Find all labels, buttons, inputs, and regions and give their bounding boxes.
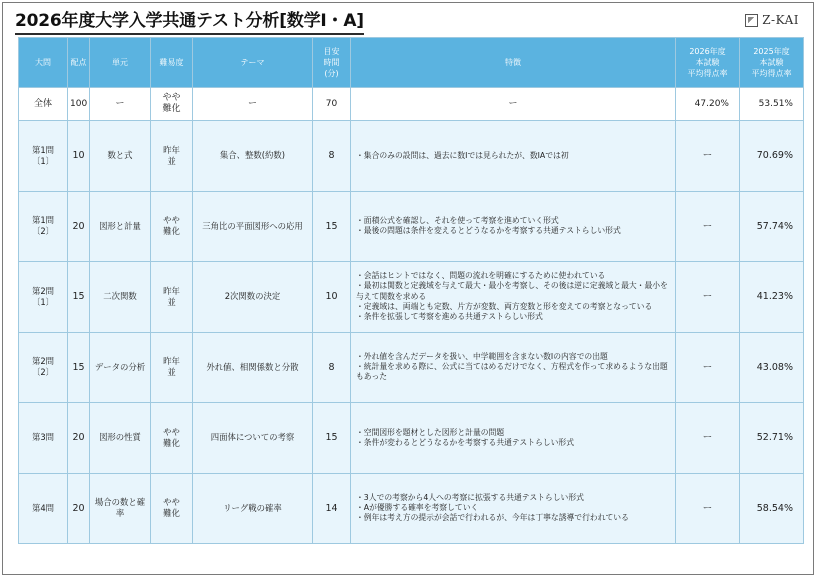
cell-nanido-line: 難化 [162, 104, 181, 114]
feature-line: ・最初は関数と定義域を与えて最大・最小を考察し、その後は逆に定義域と最大・最小を与えて関数を求める [356, 281, 668, 301]
cell-daimon [19, 332, 68, 403]
cell-nanido [151, 473, 193, 544]
cell-haiten: 10 [68, 121, 90, 192]
cell-daimon-line: 第1問 [31, 215, 55, 226]
cell-nanido [151, 121, 193, 192]
table-row [19, 262, 804, 333]
cell-theme: 集合、整数(約数) [193, 121, 313, 192]
header-avg2025-line: 本試験 [759, 58, 784, 67]
cell-daimon-line: 〔2〕 [31, 226, 55, 237]
cell-tangen: データの分析 [90, 332, 151, 403]
cell-daimon-line: 第2問 [31, 356, 55, 367]
cell-daimon-line: 第3問 [31, 432, 55, 443]
feature-line: ・空間図形を題材とした図形と計量の問題 [356, 427, 505, 437]
cell-avg2026: ー [676, 191, 740, 262]
cell-daimon-line: 第1問 [31, 144, 55, 155]
cell-theme: ー [193, 88, 313, 121]
header-tangen: 単元 [90, 38, 151, 88]
cell-daimon-line: 第2問 [31, 285, 55, 296]
cell-nanido-line: 並 [167, 367, 176, 378]
brand-name: Z-KAI [762, 13, 799, 27]
cell-tokucho [351, 332, 676, 403]
header-jikan-line: (分) [324, 69, 339, 78]
cell-tokucho: ー [351, 88, 676, 121]
z-kai-logo-icon [745, 14, 758, 27]
cell-nanido [151, 332, 193, 403]
table-row [19, 403, 804, 474]
cell-daimon-line: 第4問 [31, 502, 55, 513]
cell-theme: 三角比の平面図形への応用 [193, 191, 313, 262]
table-row-total [19, 88, 804, 121]
cell-avg2025: 70.69% [740, 121, 804, 192]
cell-nanido-line: やや [163, 215, 180, 226]
cell-haiten: 100 [68, 88, 90, 121]
cell-avg2026: ー [676, 121, 740, 192]
cell-avg2026: ー [676, 262, 740, 333]
cell-avg2026: ー [676, 332, 740, 403]
cell-tokucho [351, 121, 676, 192]
header-jikan-line: 目安 [323, 47, 340, 56]
header-avg2025-line: 2025年度 [753, 47, 790, 56]
header-haiten: 配点 [68, 38, 90, 88]
header-jikan [313, 38, 351, 88]
cell-nanido-line: 昨年 [163, 144, 180, 155]
header-jikan-line: 時間 [323, 58, 340, 67]
cell-avg2025: 58.54% [740, 473, 804, 544]
cell-daimon [19, 121, 68, 192]
header-avg2026-line: 2026年度 [689, 47, 726, 56]
cell-haiten: 15 [68, 262, 90, 333]
cell-theme: リーグ戦の確率 [193, 473, 313, 544]
header-daimon: 大問 [19, 38, 68, 88]
analysis-table [18, 37, 804, 544]
cell-jikan: 15 [313, 403, 351, 474]
table-row [19, 191, 804, 262]
cell-haiten: 15 [68, 332, 90, 403]
brand-logo [745, 13, 799, 27]
cell-nanido [151, 191, 193, 262]
cell-haiten: 20 [68, 473, 90, 544]
feature-line: ・例年は考え方の提示が会話で行われるが、今年は丁寧な誘導で行われている [356, 513, 629, 523]
header-avg2026-line: 本試験 [695, 58, 720, 67]
cell-daimon-line: 〔1〕 [31, 296, 55, 307]
cell-daimon [19, 191, 68, 262]
cell-daimon: 全体 [19, 88, 68, 121]
cell-nanido-line: 並 [167, 155, 176, 166]
cell-nanido-line: やや [163, 497, 180, 508]
cell-jikan: 70 [313, 88, 351, 121]
cell-tangen: 図形の性質 [90, 403, 151, 474]
cell-nanido-line: やや [162, 93, 181, 103]
feature-line: ・面積公式を確認し、それを使って考察を進めていく形式 [356, 216, 559, 226]
feature-line: ・集合のみの設問は、過去に数Ⅰでは見られたが、数ⅠAでは初 [356, 150, 569, 160]
cell-avg2026: 47.20% [676, 88, 740, 121]
cell-tokucho [351, 262, 676, 333]
cell-daimon-line: 〔2〕 [31, 367, 55, 378]
cell-tangen: 図形と計量 [90, 191, 151, 262]
cell-avg2025: 57.74% [740, 191, 804, 262]
cell-theme: 2次関数の決定 [193, 262, 313, 333]
cell-daimon [19, 262, 68, 333]
cell-tangen: 数と式 [90, 121, 151, 192]
header-avg2026 [676, 38, 740, 88]
cell-nanido [151, 262, 193, 333]
cell-nanido-line: 並 [167, 296, 176, 307]
header-nanido: 難易度 [151, 38, 193, 88]
cell-tokucho [351, 403, 676, 474]
cell-avg2026: ー [676, 473, 740, 544]
feature-line: ・会話はヒントではなく、問題の流れを明確にするために使われている [356, 271, 606, 281]
table-row [19, 473, 804, 544]
cell-daimon [19, 473, 68, 544]
header-avg2025 [740, 38, 804, 88]
cell-avg2025: 53.51% [740, 88, 804, 121]
cell-nanido [151, 403, 193, 474]
cell-theme: 四面体についての考察 [193, 403, 313, 474]
feature-line: ・統計量を求める際に、公式に当てはめるだけでなく、方程式を作って求めるような出題もあった [356, 362, 668, 382]
cell-haiten: 20 [68, 403, 90, 474]
cell-daimon-line: 〔1〕 [31, 155, 55, 166]
feature-line: ・最後の問題は条件を変えるとどうなるかを考察する共通テストらしい形式 [356, 226, 621, 236]
feature-line: ・条件を拡張して考察を進める共通テストらしい形式 [356, 312, 543, 322]
cell-tokucho [351, 473, 676, 544]
feature-line: ・条件が変わるとどうなるかを考察する共通テストらしい形式 [356, 437, 574, 447]
cell-daimon [19, 403, 68, 474]
cell-jikan: 10 [313, 262, 351, 333]
cell-avg2026: ー [676, 403, 740, 474]
cell-tangen: ー [90, 88, 151, 121]
cell-jikan: 14 [313, 473, 351, 544]
table-row [19, 332, 804, 403]
cell-nanido-line: やや [163, 426, 180, 437]
feature-line: ・3人での考察から4人への考察に拡張する共通テストらしい形式 [356, 492, 584, 502]
page-title: 2026年度大学入学共通テスト分析[数学Ⅰ・A] [15, 10, 364, 35]
cell-nanido-line: 昨年 [163, 285, 180, 296]
cell-tangen: 二次関数 [90, 262, 151, 333]
cell-haiten: 20 [68, 191, 90, 262]
table-header-row [19, 38, 804, 88]
header-tokucho: 特徴 [351, 38, 676, 88]
cell-avg2025: 52.71% [740, 403, 804, 474]
cell-theme: 外れ値、相関係数と分散 [193, 332, 313, 403]
cell-jikan: 8 [313, 332, 351, 403]
header-avg2026-line: 平均得点率 [687, 69, 728, 78]
feature-line: ・Aが優勝する確率を考察していく [356, 503, 479, 513]
feature-line: ・外れ値を含んだデータを扱い、中学範囲を含まない数Ⅰの内容での出題 [356, 351, 608, 361]
cell-tokucho [351, 191, 676, 262]
cell-avg2025: 41.23% [740, 262, 804, 333]
feature-line: ・定義域は、両端とも定数、片方が変数、両方変数と形を変えての考察となっている [356, 301, 653, 311]
cell-nanido [151, 88, 193, 121]
cell-jikan: 8 [313, 121, 351, 192]
cell-nanido-line: 難化 [163, 437, 180, 448]
cell-nanido-line: 難化 [163, 508, 180, 519]
cell-tangen: 場合の数と確率 [90, 473, 151, 544]
header-avg2025-line: 平均得点率 [751, 69, 792, 78]
table-row [19, 121, 804, 192]
cell-avg2025: 43.08% [740, 332, 804, 403]
cell-jikan: 15 [313, 191, 351, 262]
header-theme: テーマ [193, 38, 313, 88]
cell-nanido-line: 昨年 [163, 356, 180, 367]
cell-nanido-line: 難化 [163, 226, 180, 237]
